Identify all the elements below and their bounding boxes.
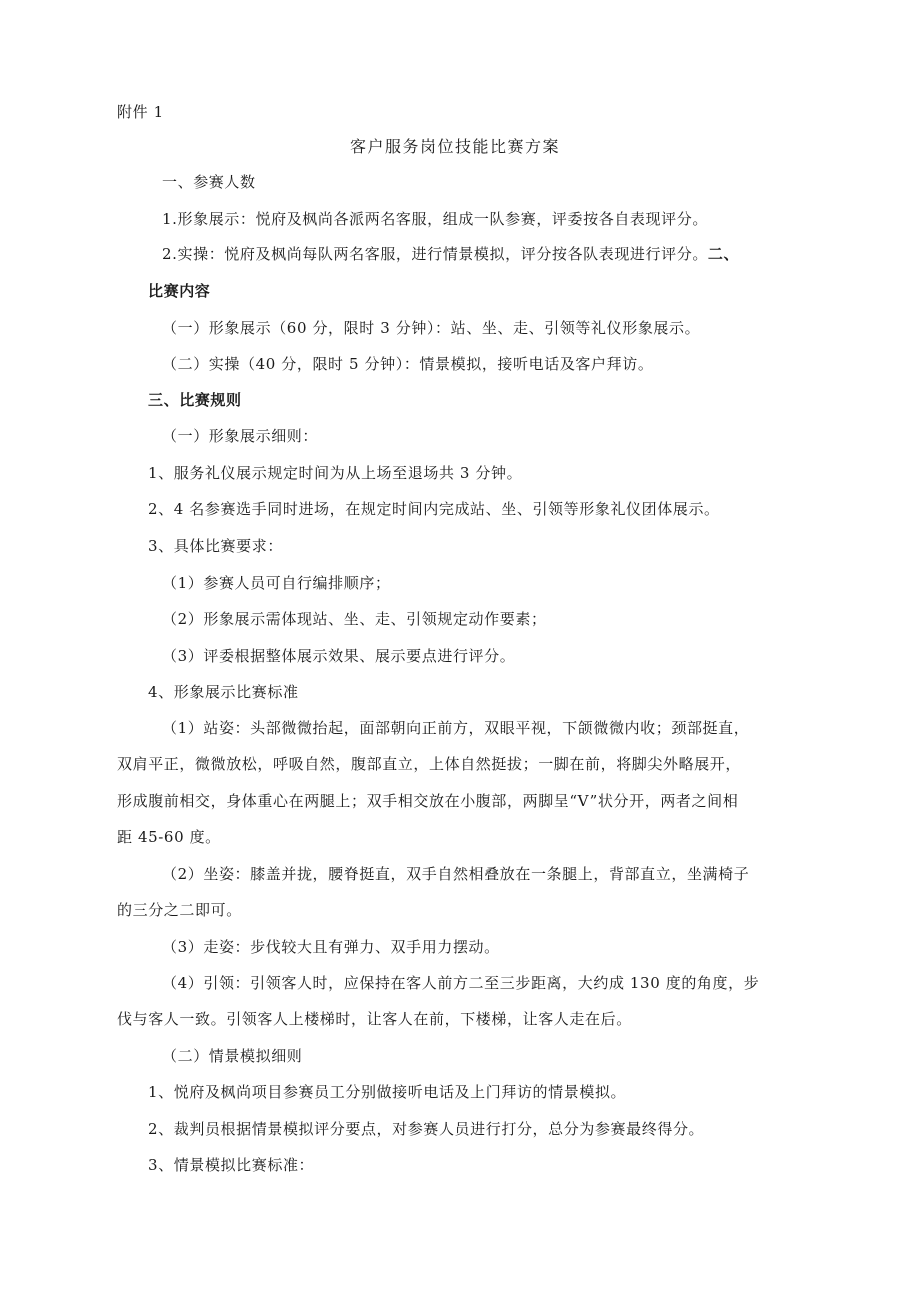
- section1-item2: [162, 244, 739, 264]
- walking-posture: （3）走姿：步伐较大且有弹力、双手用力摆动。: [162, 938, 500, 956]
- sitting-posture-line1: （2）坐姿：膝盖并拢，腰脊挺直，双手自然相叠放在一条腿上，背部直立，坐满椅子: [162, 865, 750, 883]
- attachment-label: 附件 1: [117, 103, 164, 121]
- sub1-req1: （1）参赛人员可自行编排顺序；: [162, 574, 391, 592]
- guiding-line2: 伐与客人一致。引领客人上楼梯时，让客人在前，下楼梯，让客人走在后。: [117, 1010, 632, 1028]
- sub1-rule4: 4、形象展示比赛标准: [148, 683, 299, 701]
- page-title: 客户服务岗位技能比赛方案: [350, 137, 561, 156]
- section1-item1: 1.形象展示：悦府及枫尚各派两名客服，组成一队参赛，评委按各自表现评分。: [162, 210, 708, 228]
- section1-heading: 一、参赛人数: [162, 173, 256, 191]
- sub2-rule3: 3、情景模拟比赛标准：: [148, 1156, 315, 1174]
- section1-item2-text: 2.实操：悦府及枫尚每队两名客服，进行情景模拟，评分按各队表现进行评分。: [162, 245, 708, 263]
- sub2-rule1: 1、悦府及枫尚项目参赛员工分别做接听电话及上门拜访的情景模拟。: [148, 1083, 627, 1101]
- section2-item2: （二）实操（40 分，限时 5 分钟）：情景模拟，接听电话及客户拜访。: [162, 355, 654, 373]
- sub2-rule2: 2、裁判员根据情景模拟评分要点，对参赛人员进行打分，总分为参赛最终得分。: [148, 1120, 705, 1138]
- section2-heading: 比赛内容: [148, 282, 211, 300]
- standing-posture-line2: 双肩平正，微微放松，呼吸自然，腹部直立，上体自然挺拔；一脚在前，将脚尖外略展开，: [117, 755, 742, 773]
- standing-posture-line3: 形成腹前相交，身体重心在两腿上；双手相交放在小腹部，两脚呈“V”状分开，两者之间相: [117, 792, 739, 810]
- sub1-req2: （2）形象展示需体现站、坐、走、引领规定动作要素；: [162, 610, 547, 628]
- guiding-line1: （4）引领：引领客人时，应保持在客人前方二至三步距离，大约成 130 度的角度，步: [162, 974, 760, 992]
- section2-number: 二、: [707, 245, 740, 263]
- sub2-heading: （二）情景模拟细则: [162, 1047, 303, 1065]
- standing-posture-line4: 距 45-60 度。: [117, 828, 221, 846]
- sitting-posture-line2: 的三分之二即可。: [117, 901, 242, 919]
- section2-item1: （一）形象展示（60 分，限时 3 分钟）：站、坐、走、引领等礼仪形象展示。: [162, 319, 701, 337]
- sub1-rule3: 3、具体比赛要求：: [148, 537, 283, 555]
- sub1-heading: （一）形象展示细则：: [162, 427, 319, 445]
- standing-posture-line1: （1）站姿：头部微微抬起，面部朝向正前方，双眼平视，下颌微微内收；颈部挺直，: [162, 719, 750, 737]
- sub1-rule1: 1、服务礼仪展示规定时间为从上场至退场共 3 分钟。: [148, 464, 523, 482]
- sub1-rule2: 2、4 名参赛选手同时进场，在规定时间内完成站、坐、引领等形象礼仪团体展示。: [148, 500, 720, 518]
- sub1-req3: （3）评委根据整体展示效果、展示要点进行评分。: [162, 647, 516, 665]
- section3-heading: 三、比赛规则: [148, 391, 242, 409]
